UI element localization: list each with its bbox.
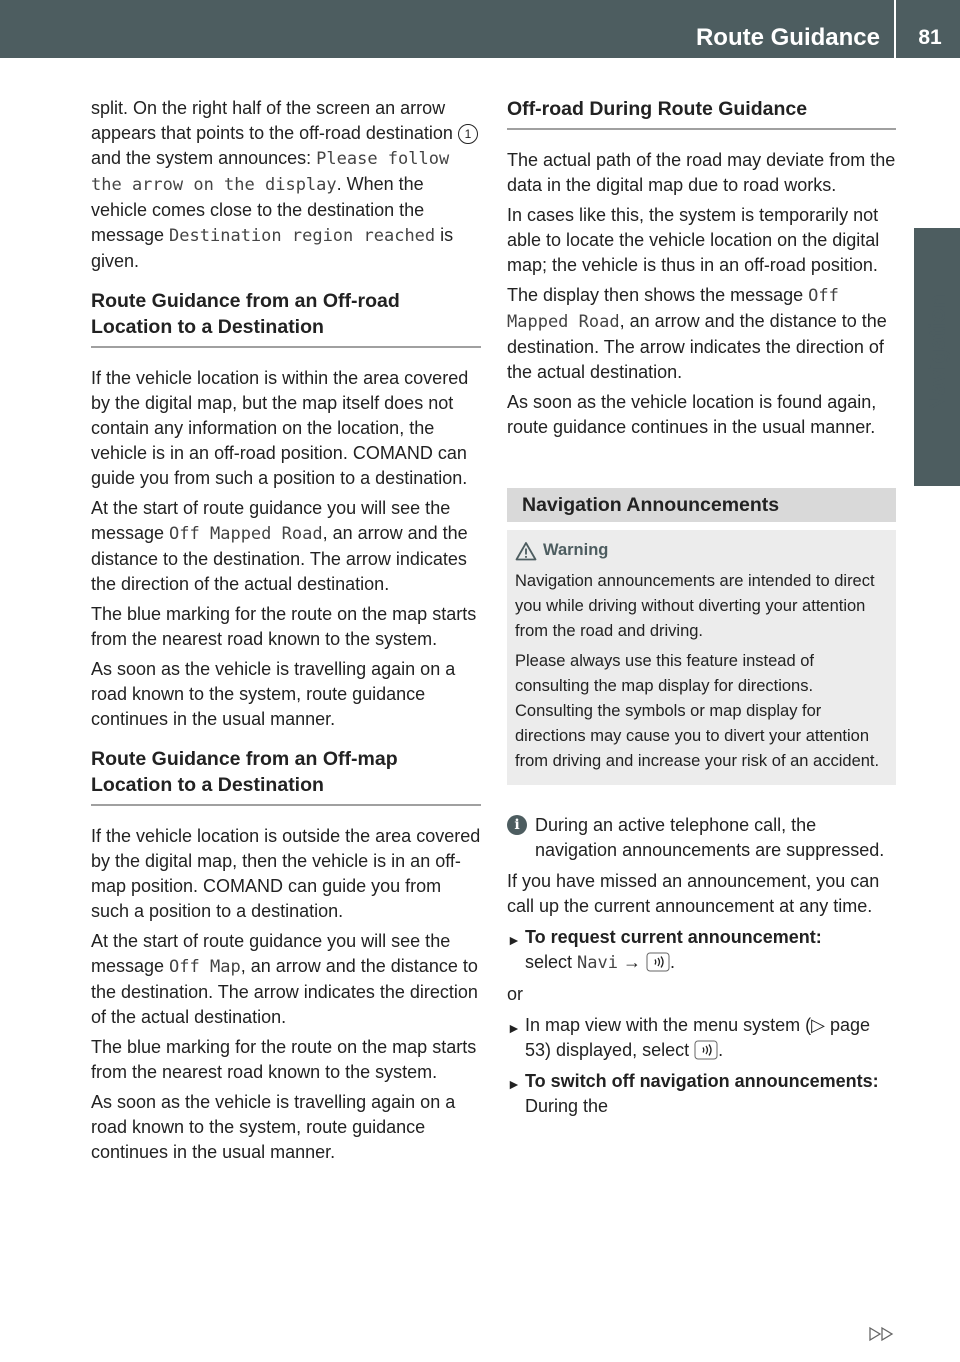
paragraph: As soon as the vehicle is travelling again on a road known to the system, route guidance continues in the usual manner. bbox=[91, 1092, 456, 1162]
page-header bbox=[0, 0, 960, 58]
warning-title: Warning bbox=[543, 541, 609, 559]
display-message: Please follow the arrow on the display bbox=[91, 149, 450, 195]
step-arrow-icon: ► bbox=[507, 1076, 521, 1092]
offroad-heading: Route Guidance from an Off-road Location to a Destination bbox=[91, 288, 481, 348]
sound-icon bbox=[694, 1040, 718, 1060]
paragraph: The display then shows the message Off Mapped Road, an arrow and the distance to the destination. The arrow indicates the direction of the actual destination. bbox=[507, 285, 887, 382]
offmap-heading: Route Guidance from an Off-map Location to a Destination bbox=[91, 746, 481, 806]
paragraph: The actual path of the road may deviate from the data in the digital map due to road works. bbox=[507, 150, 896, 195]
or-label: or bbox=[507, 984, 524, 1004]
warning-triangle-icon bbox=[515, 541, 537, 561]
step-arrow-icon: ► bbox=[507, 1020, 521, 1036]
header-title: Route Guidance bbox=[695, 24, 880, 51]
instruction-step: ► To request current announcement: select Navi → . bbox=[507, 925, 896, 976]
info-note bbox=[507, 813, 896, 863]
offroad-during-heading: Off-road During Route Guidance bbox=[507, 96, 896, 130]
side-tab-label: Navigation bbox=[924, 294, 950, 412]
info-text: During an active telephone call, the navigation announcements are suppressed. bbox=[535, 815, 885, 860]
right-column bbox=[507, 96, 896, 1125]
warning-header bbox=[515, 538, 888, 563]
marker-1-icon: 1 bbox=[458, 124, 478, 144]
warning-text: Navigation announcements are intended to direct you while driving without diverting your attention from the road and driving. bbox=[515, 572, 875, 640]
display-message: Off Mapped Road bbox=[507, 286, 839, 332]
paragraph: If the vehicle location is within the area covered by the digital map, but the map itself does not contain any information on the location, the vehicle is in an off-road position. COMAND can guide you from such a position to a destination. bbox=[91, 368, 469, 488]
left-column bbox=[91, 96, 481, 1170]
paragraph: At the start of route guidance you will see the message Off Map, an arrow and the distance to the destination. The arrow indicates the direction of the actual destination. bbox=[91, 931, 478, 1027]
paragraph: The blue marking for the route on the map starts from the nearest road known to the system. bbox=[91, 1037, 477, 1082]
display-message: Off Mapped Road bbox=[169, 524, 323, 544]
page-number: 81 bbox=[918, 26, 942, 49]
section-title: Navigation Announcements bbox=[507, 488, 896, 522]
paragraph: If you have missed an announcement, you can call up the current announcement at any time. bbox=[507, 871, 880, 916]
instruction-step: ► To switch off navigation announcements: During the bbox=[507, 1069, 896, 1119]
display-message: Destination region reached bbox=[169, 226, 436, 246]
paragraph: As soon as the vehicle is travelling again on a road known to the system, route guidance continues in the usual manner. bbox=[91, 659, 456, 729]
sound-icon bbox=[646, 952, 670, 972]
intro-paragraph: split. On the right half of the screen an arrow appears that points to the off-road destination 1 and the system announces: Please follow the arrow on the display. When the vehicle comes close to the destination the message Destination region reached is given. bbox=[91, 96, 481, 274]
instruction-step: ► In map view with the menu system (▷ page 53) displayed, select . bbox=[507, 1013, 896, 1063]
paragraph: The blue marking for the route on the map starts from the nearest road known to the system. bbox=[91, 604, 477, 649]
paragraph: In cases like this, the system is temporarily not able to locate the vehicle location on the digital map; the vehicle is thus in an off-road position. bbox=[507, 205, 880, 275]
header-divider bbox=[894, 0, 896, 58]
display-message: Off Map bbox=[169, 957, 241, 977]
menu-item-label: Navi bbox=[577, 953, 618, 973]
continue-arrow-icon bbox=[868, 1326, 898, 1342]
paragraph: If the vehicle location is outside the area covered by the digital map, then the vehicle is in an off-map position. COMAND can guide you from such a position to a destination. bbox=[91, 826, 481, 921]
paragraph: As soon as the vehicle location is found again, route guidance continues in the usual manner. bbox=[507, 392, 877, 437]
step-arrow-icon: ► bbox=[507, 932, 521, 948]
paragraph: At the start of route guidance you will see the message Off Mapped Road, an arrow and the distance to the destination. The arrow indicates the direction of the actual destination. bbox=[91, 498, 468, 594]
warning-box bbox=[507, 530, 896, 785]
info-icon: i bbox=[507, 815, 527, 835]
warning-text: Please always use this feature instead of consulting the map display for directions. Consulting the symbols or map display for directions may cause you to divert your attention from driving and increase your risk of an accident. bbox=[515, 652, 880, 770]
page-reference: ▷ page 53 bbox=[525, 1015, 870, 1060]
